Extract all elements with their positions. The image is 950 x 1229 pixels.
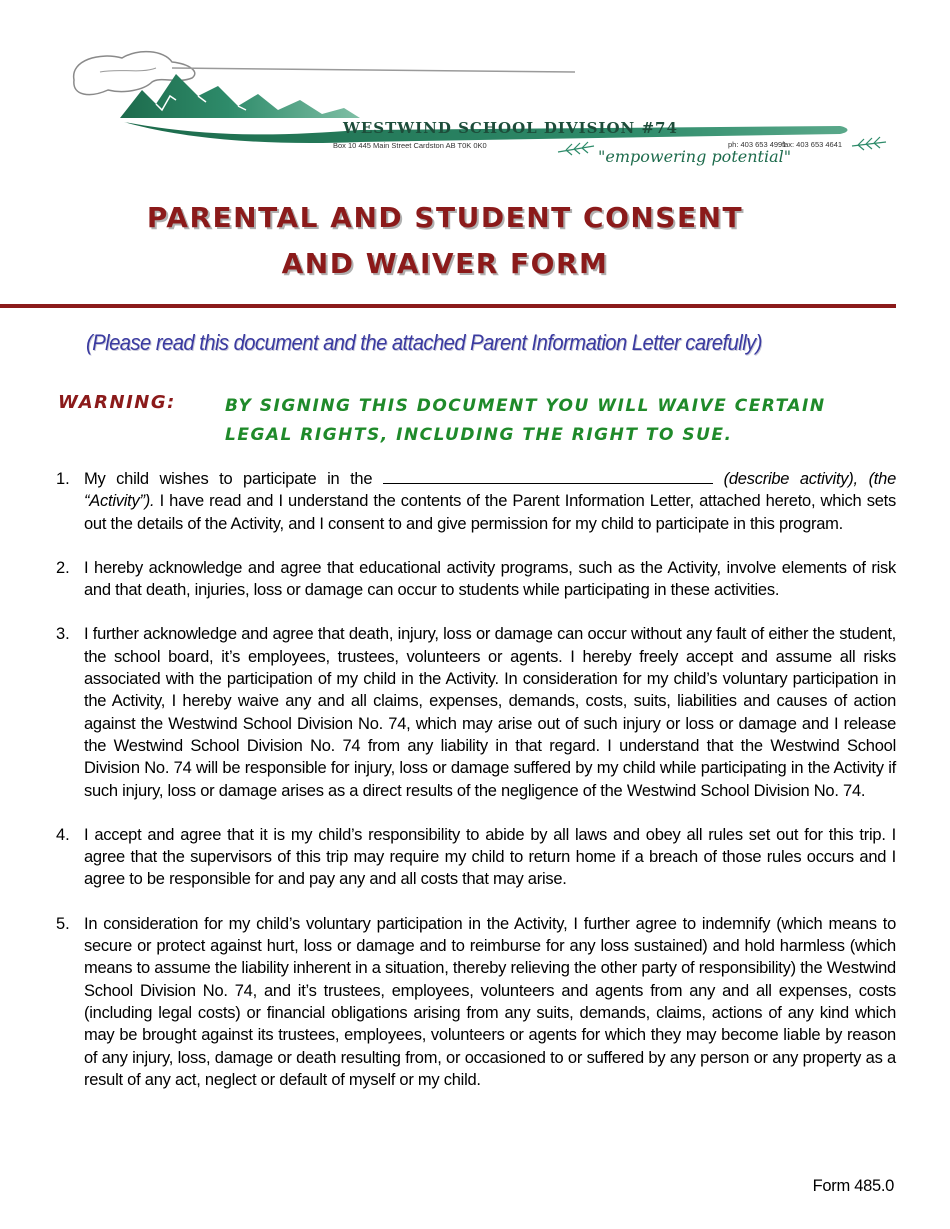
waiver-clauses (56, 468, 896, 1113)
leaf-sprig-right-icon (852, 137, 886, 150)
org-address: Box 10 445 Main Street Cardston AB T0K 0K0 (333, 141, 487, 150)
form-title-line1: PARENTAL AND STUDENT CONSENT (146, 201, 744, 234)
warning-line1: BY SIGNING THIS DOCUMENT YOU WILL WAIVE CERTAIN (225, 396, 826, 416)
form-number: Form 485.0 (812, 1177, 894, 1195)
clause-number: 5. (56, 914, 70, 933)
clause-number: 3. (56, 625, 70, 644)
the-activity-definition: (the “Activity”). (84, 470, 896, 511)
warning-text (225, 392, 905, 450)
clause-number: 1. (56, 470, 70, 488)
clause-body: I hereby acknowledge and agree that educational activity programs, such as the Activity, involve elements of risk and that death, injuries, loss or damage can occur to students while participating in these activities. (84, 558, 896, 600)
clause-number: 2. (56, 558, 70, 577)
warning-label: WARNING: (58, 392, 176, 413)
read-carefully-note: (Please read this document and the attached Parent Information Letter carefully) (86, 330, 762, 355)
title-divider (0, 304, 896, 308)
org-tagline: "empowering potential" (598, 147, 792, 166)
clause-4 (56, 824, 896, 891)
warning-line2: LEGAL RIGHTS, INCLUDING THE RIGHT TO SUE. (225, 425, 733, 445)
letterhead-logo (60, 38, 920, 188)
clause-1-rest: I have read and I understand the contents of the Parent Information Letter, attached hereto, which sets out the details of the Activity, and I consent to and give permission for my child to participate in this program. (84, 492, 896, 533)
org-fax: fax: 403 653 4641 (782, 140, 843, 149)
clause-body: In consideration for my child’s voluntary participation in the Activity, I further agree to indemnify (which means to secure or protect against hurt, loss or damage and to reimburse for any loss sustained) and hold harmless (which means to assume the liability inherent in a situation, thereby relieving the other party of responsibility) the Westwind School Division No. 74, and it’s trustees, employees, volunteers and agents from any and all expenses, costs (including legal costs) or financial obligations arising from any suits, demands, claims, actions of any kind which may be brought against its trustees, employees, volunteers or agents for which they may become liable by reason of any injury, loss, damage or death resulting from, or occasioned to or suffered by any person or any property as a result of any act, neglect or default of myself or my child. (84, 914, 896, 1089)
form-title-line2: AND WAIVER FORM (281, 247, 609, 280)
describe-activity-hint: (describe activity), (723, 470, 858, 488)
clause-number: 4. (56, 825, 70, 844)
clause-3 (56, 623, 896, 801)
activity-blank-field[interactable] (383, 469, 713, 484)
clause-5 (56, 913, 896, 1091)
clause-1-intro: My child wishes to participate in the (84, 470, 383, 488)
clause-body (84, 468, 896, 535)
org-phone: ph: 403 653 4991 (728, 140, 787, 149)
clause-1 (56, 468, 896, 535)
leaf-sprig-left-icon (558, 142, 594, 155)
clause-body: I accept and agree that it is my child’s responsibility to abide by all laws and obey all rules set out for this trip. I agree that the supervisors of this trip may require my child to return home if a breach of those rules occurs and I agree to be responsible for and pay any and all costs that may arise. (84, 825, 896, 889)
org-name: WESTWIND SCHOOL DIVISION #74 (343, 119, 678, 137)
clause-2 (56, 557, 896, 602)
clause-body: I further acknowledge and agree that death, injury, loss or damage can occur without any fault of either the student, the school board, it’s employees, trustees, volunteers or agents. I hereby freely accept and assume all risks associated with the participation of my child in the Activity. In consideration for my child’s voluntary participation in the Activity, I hereby waive any and all claims, expenses, demands, costs, suits, liabilities and causes of action against the Westwind School Division No. 74, which may arise out of such injury or loss or damage and I release the Westwind School Division No. 74 from any liability in that regard. I understand that the Westwind School Division No. 74 will be responsible for injury, loss or damage suffered by my child while participating in the Activity if such injury, loss or damage arises as a direct results of the negligence of the Westwind School Division No. 74. (84, 625, 896, 800)
